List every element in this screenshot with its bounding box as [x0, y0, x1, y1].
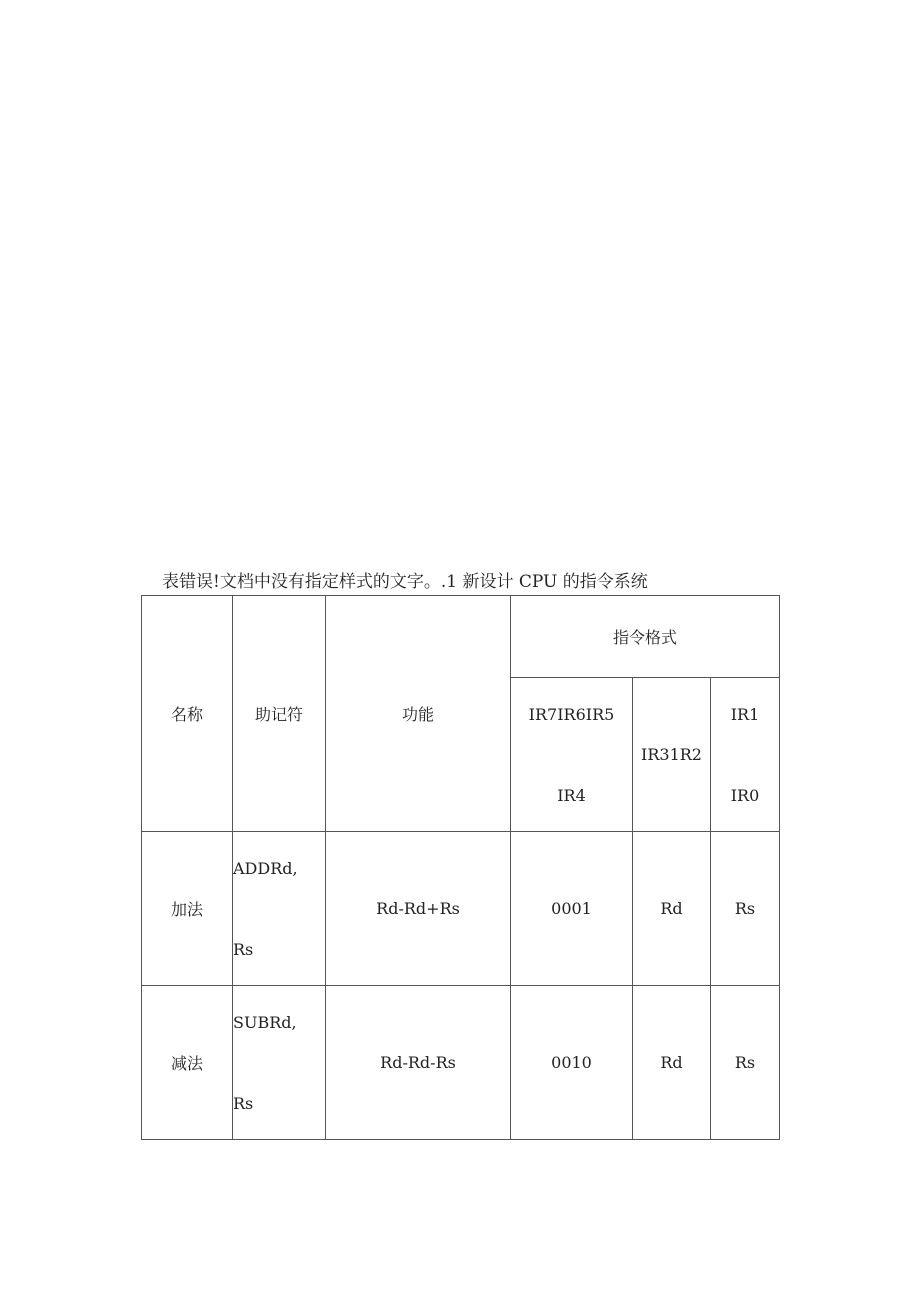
- header-format-label: 指令格式: [612, 628, 677, 647]
- cell-name-text: 加法: [170, 900, 203, 919]
- header-rs-bits-line1: IR1: [730, 704, 760, 724]
- header-rs-bits: [711, 678, 780, 832]
- table-caption: 表错误!文档中没有指定样式的文字。.1 新设计 CPU 的指令系统: [162, 572, 648, 592]
- header-mnemonic: [233, 596, 326, 832]
- cell-opcode: [511, 832, 633, 986]
- cell-function-text: Rd-Rd+Rs: [376, 899, 460, 918]
- header-rd-bits: [633, 678, 711, 832]
- cell-function: [326, 832, 511, 986]
- cell-mnemonic-line1: ADDRd,: [233, 858, 298, 878]
- header-opcode-bits: [511, 678, 633, 832]
- instruction-set-table: [141, 595, 780, 1140]
- header-name-label: 名称: [170, 705, 203, 724]
- cell-function-text: Rd-Rd-Rs: [380, 1053, 456, 1072]
- cell-mnemonic: [233, 832, 326, 986]
- cell-name: [142, 986, 233, 1140]
- header-opcode-bits-line1: IR7IR6IR5: [528, 704, 615, 724]
- cell-mnemonic-line1: SUBRd,: [233, 1012, 297, 1032]
- cell-rd-text: Rd: [660, 899, 683, 918]
- table-row: [142, 832, 780, 986]
- cell-mnemonic-line2: Rs: [233, 939, 254, 959]
- cell-rs-text: Rs: [734, 899, 756, 918]
- header-function-label: 功能: [401, 705, 434, 724]
- cell-rs: [711, 986, 780, 1140]
- cell-rd: [633, 986, 711, 1140]
- header-function: [326, 596, 511, 832]
- cell-rs-text: Rs: [734, 1053, 756, 1072]
- header-opcode-bits-line2: IR4: [557, 785, 586, 805]
- cell-rd: [633, 832, 711, 986]
- header-name: [142, 596, 233, 832]
- header-mnemonic-label: 助记符: [254, 705, 303, 724]
- cell-mnemonic: [233, 986, 326, 1140]
- cell-opcode: [511, 986, 633, 1140]
- cell-rs: [711, 832, 780, 986]
- cell-function: [326, 986, 511, 1140]
- cell-name-text: 减法: [170, 1054, 203, 1073]
- cell-rd-text: Rd: [660, 1053, 683, 1072]
- cell-opcode-text: 0010: [551, 1053, 592, 1072]
- header-rd-bits-label: IR31R2: [641, 745, 702, 764]
- table-row: [142, 986, 780, 1140]
- header-format: [511, 596, 780, 678]
- cell-opcode-text: 0001: [551, 899, 592, 918]
- header-rs-bits-line2: IR0: [730, 785, 760, 805]
- table-header-row: [142, 596, 780, 678]
- cell-mnemonic-line2: Rs: [233, 1093, 254, 1113]
- cell-name: [142, 832, 233, 986]
